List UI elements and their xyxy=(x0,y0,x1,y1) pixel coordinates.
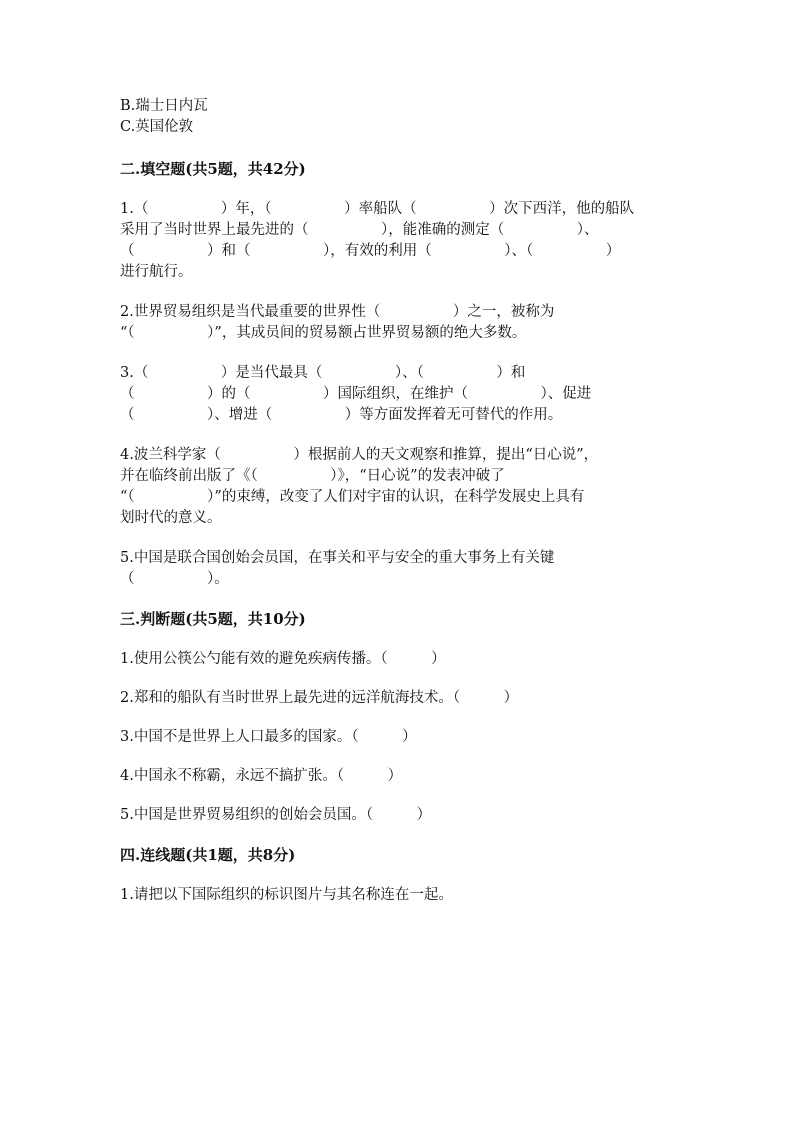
question-line: （ ）的（ ）国际组织，在维护（ ）、促进 xyxy=(120,386,592,402)
fill-question-5 xyxy=(120,548,680,590)
option-b: B.瑞士日内瓦 xyxy=(120,98,208,114)
fill-question-3 xyxy=(120,363,680,426)
question-line: 1.使用公筷公勺能有效的避免疾病传播。（ ） xyxy=(120,651,446,667)
question-line: 采用了当时世界上最先进的（ ），能准确的测定（ ）、 xyxy=(120,222,599,238)
section-title-fill-blank: 二.填空题(共5题，共42分) xyxy=(120,160,306,178)
document-page xyxy=(120,96,680,906)
question-line: （ ）、增进（ ）等方面发挥着无可替代的作用。 xyxy=(120,407,563,423)
question-line: 5.中国是世界贸易组织的创始会员国。（ ） xyxy=(120,807,432,823)
judge-question-5 xyxy=(120,805,680,826)
question-line: “（ ）”，其成员间的贸易额占世界贸易额的绝大多数。 xyxy=(120,325,527,341)
question-line: 1.请把以下国际组织的标识图片与其名称连在一起。 xyxy=(120,887,453,903)
question-line: 并在临终前出版了《（ ）》，“日心说”的发表冲破了 xyxy=(120,468,505,484)
question-line: 3.中国不是世界上人口最多的国家。（ ） xyxy=(120,729,417,745)
question-line: （ ）和（ ），有效的利用（ ）、（ ） xyxy=(120,243,621,259)
fill-question-1 xyxy=(120,199,680,283)
question-line: （ ）。 xyxy=(120,571,229,587)
option-c: C.英国伦敦 xyxy=(120,119,194,135)
question-line: 5.中国是联合国创始会员国，在事关和平与安全的重大事务上有关键 xyxy=(120,550,555,566)
judge-question-4 xyxy=(120,766,680,787)
judge-question-3 xyxy=(120,727,680,748)
section-title-matching: 四.连线题(共1题，共8分) xyxy=(120,846,296,864)
question-line: 3.（ ）是当代最具（ ）、（ ）和 xyxy=(120,365,526,381)
match-question-1 xyxy=(120,885,680,906)
section-title-judgement: 三.判断题(共5题，共10分) xyxy=(120,610,306,628)
judge-question-2 xyxy=(120,688,680,709)
question-line: 2.郑和的船队有当时世界上最先进的远洋航海技术。（ ） xyxy=(120,690,519,706)
question-line: 4.中国永不称霸，永远不搞扩张。（ ） xyxy=(120,768,403,784)
fill-question-2 xyxy=(120,302,680,344)
question-line: 划时代的意义。 xyxy=(120,510,222,526)
question-line: 4.波兰科学家（ ）根据前人的天文观察和推算，提出“日心说”， xyxy=(120,447,599,463)
previous-options xyxy=(120,96,680,138)
question-line: 1.（ ）年，（ ）率船队（ ）次下西洋，他的船队 xyxy=(120,201,635,217)
question-line: 2.世界贸易组织是当代最重要的世界性（ ）之一，被称为 xyxy=(120,304,555,320)
fill-question-4 xyxy=(120,445,680,529)
judge-question-1 xyxy=(120,649,680,670)
question-line: 进行航行。 xyxy=(120,264,193,280)
question-line: “（ ）”的束缚，改变了人们对宇宙的认识，在科学发展史上具有 xyxy=(120,489,585,505)
